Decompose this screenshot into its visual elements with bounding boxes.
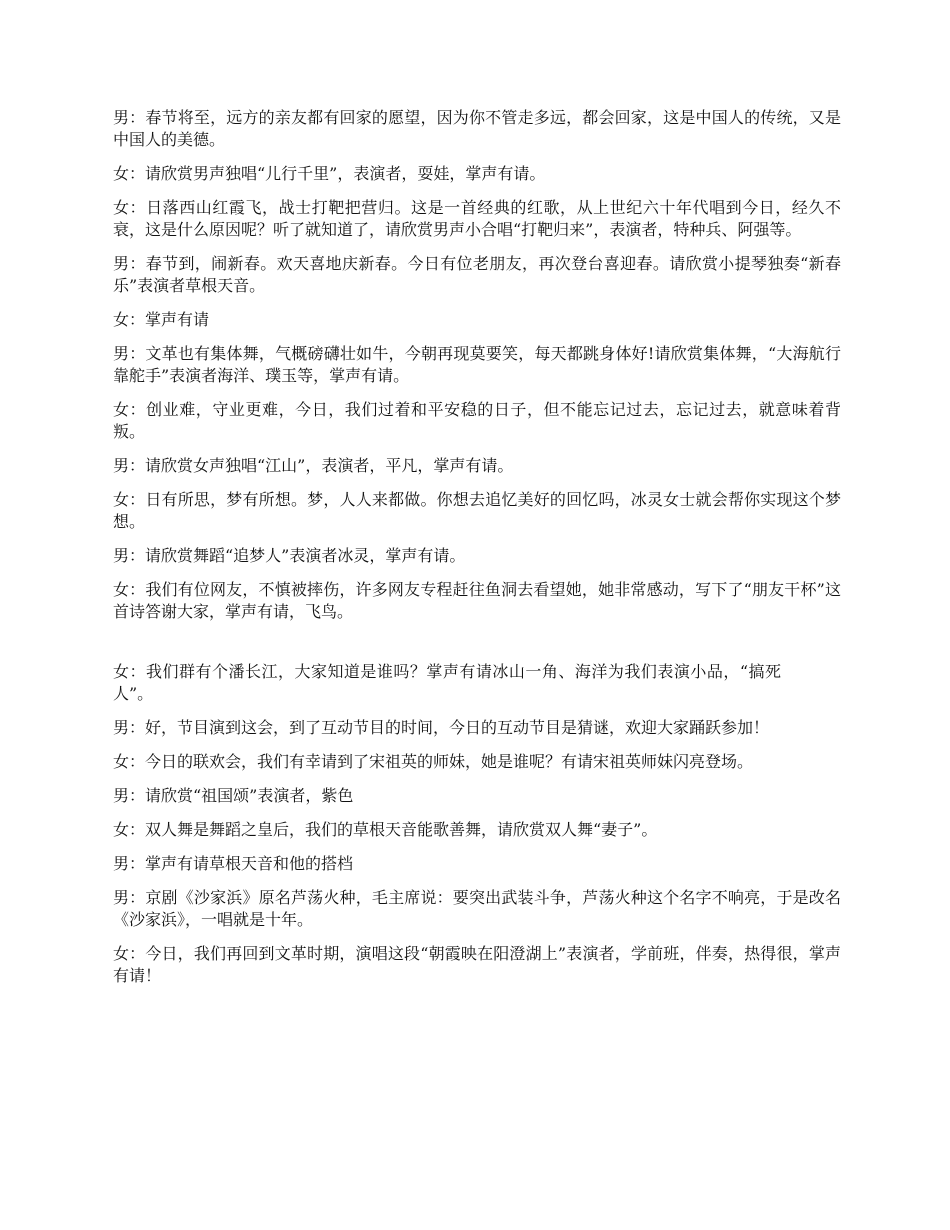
paragraph: 男：京剧《沙家浜》原名芦荡火种，毛主席说：要突出武装斗争，芦荡火种这个名字不响亮，于是改名《沙家浜》，一唱就是十年。 <box>113 888 841 929</box>
paragraph: 男：掌声有请草根天音和他的搭档 <box>113 854 354 873</box>
paragraph: 男：春节到，闹新春。欢天喜地庆新春。今日有位老朋友，再次登台喜迎春。请欣赏小提琴独奏“新春乐”表演者草根天音。 <box>113 254 841 295</box>
paragraph: 女：日落西山红霞飞，战士打靶把营归。这是一首经典的红歌，从上世纪六十年代唱到今日，经久不衰，这是什么原因呢？听了就知道了，请欣赏男声小合唱“打靶归来”，表演者，特种兵、阿强等。 <box>113 198 841 239</box>
paragraph: 男：请欣赏舞蹈“追梦人”表演者冰灵，掌声有请。 <box>113 546 466 565</box>
paragraph: 男：文革也有集体舞，气概磅礴壮如牛，今朝再现莫要笑，每天都跳身体好!请欣赏集体舞，“大海航行靠舵手”表演者海洋、璞玉等，掌声有请。 <box>113 344 841 385</box>
paragraph: 女：今日的联欢会，我们有幸请到了宋祖英的师妹，她是谁呢？有请宋祖英师妹闪亮登场。 <box>113 752 754 771</box>
paragraph: 女：掌声有请 <box>113 310 210 329</box>
paragraph: 男：春节将至，远方的亲友都有回家的愿望，因为你不管走多远，都会回家，这是中国人的传统，又是中国人的美德。 <box>113 108 841 149</box>
paragraph: 男：好，节目演到这会，到了互动节目的时间，今日的互动节目是猜谜，欢迎大家踊跃参加！ <box>113 718 770 737</box>
paragraph: 女：双人舞是舞蹈之皇后，我们的草根天音能歌善舞，请欣赏双人舞“妻子”。 <box>113 820 658 839</box>
paragraph: 女：今日，我们再回到文革时期，演唱这段“朝霞映在阳澄湖上”表演者，学前班，伴奏，热得很，掌声有请！ <box>113 944 841 985</box>
document-page <box>113 107 841 999</box>
paragraph: 女：我们有位网友，不慎被摔伤，许多网友专程赶往鱼洞去看望她，她非常感动，写下了“朋友干杯”这首诗答谢大家，掌声有请，飞鸟。 <box>113 580 841 621</box>
paragraph: 女：请欣赏男声独唱“儿行千里”，表演者，耍娃，掌声有请。 <box>113 164 546 183</box>
paragraph: 女：日有所思，梦有所想。梦，人人来都做。你想去追忆美好的回忆吗，冰灵女士就会帮你实现这个梦想。 <box>113 490 841 531</box>
paragraph: 男：请欣赏女声独唱“江山”，表演者，平凡，掌声有请。 <box>113 456 514 475</box>
paragraph: 男：请欣赏“祖国颂”表演者，紫色 <box>113 786 354 805</box>
paragraph: 女：我们群有个潘长江，大家知道是谁吗？掌声有请冰山一角、海洋为我们表演小品，“搞死人”。 <box>113 662 781 703</box>
paragraph-gap <box>113 635 841 661</box>
paragraph: 女：创业难，守业更难，今日，我们过着和平安稳的日子，但不能忘记过去，忘记过去，就意味着背叛。 <box>113 400 841 441</box>
